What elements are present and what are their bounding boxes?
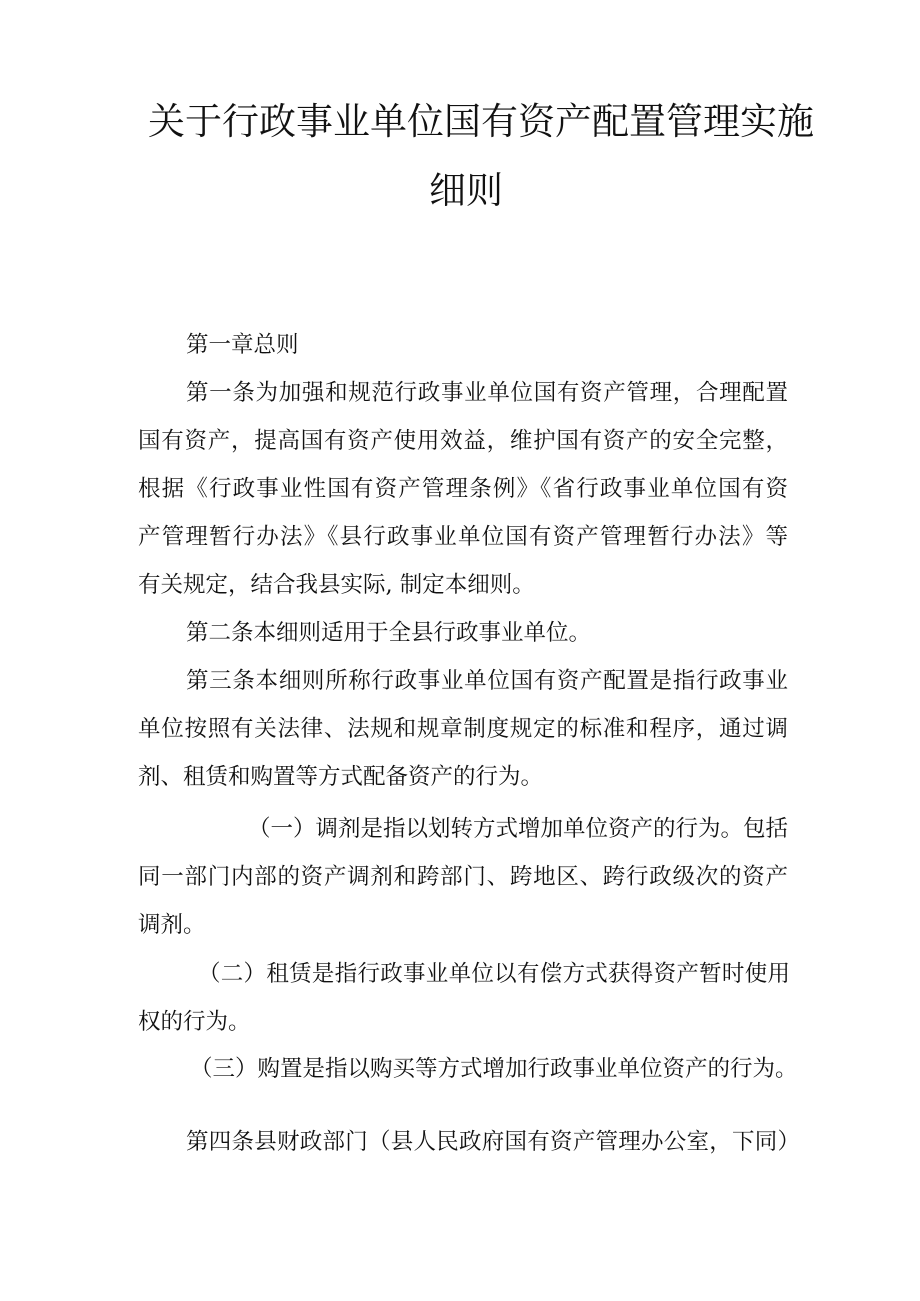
item-2-line-2: 权的行为。 [138, 1009, 251, 1035]
article-1-line-2: 国有资产，提高国有资产使用效益，维护国有资产的安全完整， [138, 428, 788, 454]
article-3-line-1: 第三条本细则所称行政事业单位国有资产配置是指行政事业 [186, 668, 788, 694]
item-3: （三）购置是指以购买等方式增加行政事业单位资产的行为。 [190, 1056, 798, 1082]
article-4-line-1: 第四条县财政部门（县人民政府国有资产管理办公室，下同） [186, 1129, 800, 1155]
document-title-line-2: 细则 [429, 169, 503, 212]
article-3-line-2: 单位按照有关法律、法规和规章制度规定的标准和程序，通过调 [138, 716, 788, 742]
article-1-line-1: 第一条为加强和规范行政事业单位国有资产管理，合理配置 [186, 380, 788, 406]
article-2: 第二条本细则适用于全县行政事业单位。 [186, 620, 592, 646]
item-1-line-3: 调剂。 [138, 912, 206, 938]
item-2-line-1: （二）租赁是指行政事业单位以有偿方式获得资产暂时使用 [198, 961, 790, 987]
article-1-line-5: 有关规定，结合我县实际, 制定本细则。 [138, 572, 535, 598]
article-3-line-3: 剂、租赁和购置等方式配备资产的行为。 [138, 764, 544, 790]
item-1-line-1: （一）调剂是指以划转方式增加单位资产的行为。包括 [248, 816, 789, 842]
chapter-heading: 第一章总则 [186, 332, 299, 358]
article-1-line-4: 产管理暂行办法》《县行政事业单位国有资产管理暂行办法》等 [138, 524, 788, 550]
article-1-line-3: 根据《行政事业性国有资产管理条例》《省行政事业单位国有资 [138, 476, 788, 502]
document-title-line-1: 关于行政事业单位国有资产配置管理实施 [148, 100, 814, 143]
item-1-line-2: 同一部门内部的资产调剂和跨部门、跨地区、跨行政级次的资产 [138, 864, 788, 890]
